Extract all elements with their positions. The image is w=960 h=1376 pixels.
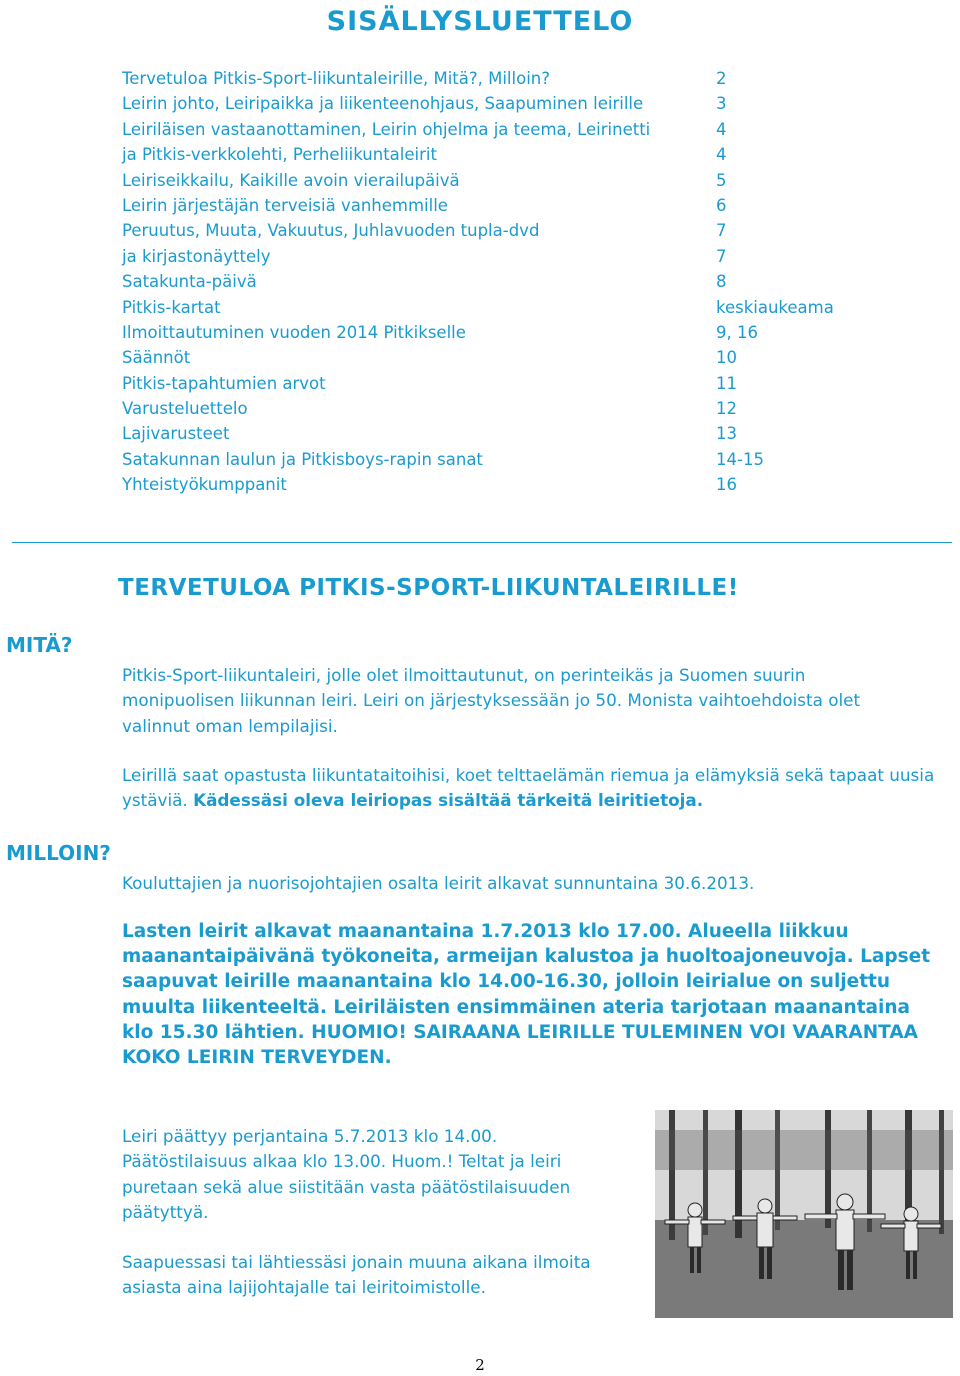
toc-label: Leiriläisen vastaanottaminen, Leirin ohjelma ja teema, Leirinetti: [122, 119, 651, 139]
mita-label: MITÄ?: [6, 633, 73, 657]
toc-row: [122, 320, 922, 345]
mita-paragraph-1: Pitkis-Sport-liikuntaleiri, jolle olet ilmoittautunut, on perinteikäs ja Suomen suurin monipuolisen liikunnan leiri. Leiri on järjestyksessään jo 50. Monista vaihtoehdoista olet valinnut oman lempilajisi.: [122, 665, 861, 736]
mita-paragraph-2: [122, 763, 958, 814]
toc-label: Säännöt: [122, 348, 191, 368]
toc-page: 9, 16: [716, 322, 758, 342]
toc-page: 5: [716, 170, 727, 190]
page-title: SISÄLLYSLUETTELO: [326, 6, 634, 37]
toc-label: Lajivarusteet: [122, 424, 230, 444]
mita-paragraph-2-bold: Kädessäsi oleva leiriopas sisältää tärkeitä leiritietoja.: [193, 790, 704, 811]
toc-page: 12: [716, 399, 737, 419]
toc-label: Leiriseikkailu, Kaikille avoin vierailupäivä: [122, 170, 460, 190]
toc-page: 10: [716, 348, 737, 368]
toc-row: [122, 66, 922, 91]
toc-label: Ilmoittautuminen vuoden 2014 Pitkikselle: [122, 322, 466, 342]
toc-page: 8: [716, 272, 727, 292]
toc-row: [122, 345, 922, 370]
toc-row: [122, 295, 922, 320]
table-of-contents: [122, 66, 922, 498]
milloin-paragraph-3: Leiri päättyy perjantaina 5.7.2013 klo 14.00. Päätöstilaisuus alkaa klo 13.00. Huom.! Teltat ja leiri puretaan sekä alue siistitään vasta päätöstilaisuuden päätyttyä.: [122, 1126, 571, 1223]
toc-label: Pitkis-kartat: [122, 297, 221, 317]
camp-exercise-photo: [655, 1110, 953, 1318]
toc-row: [122, 117, 922, 142]
toc-label: Leirin järjestäjän terveisiä vanhemmille: [122, 195, 448, 215]
toc-page: 7: [716, 246, 727, 266]
milloin-label: MILLOIN?: [6, 841, 111, 865]
milloin-paragraph-2: Lasten leirit alkavat maanantaina 1.7.2013 klo 17.00. Alueella liikkuu maanantaipäivänä työkoneita, armeijan kalustoa ja huoltoajoneuvoja. Lapset saapuvat leirille maanantaina klo 14.00-16.30, jolloin leirialue on suljettu muulta liikenteeltä. Leiriläisten ensimmäinen ateria tarjotaan maanantaina klo 15.30 lähtien. HUOMIO! SAIRAANA LEIRILLE TULEMINEN VOI VAARANTAA KOKO LEIRIN TERVEYDEN.: [122, 921, 931, 1069]
toc-page: 3: [716, 94, 727, 114]
toc-row: [122, 244, 922, 269]
toc-row: [122, 142, 922, 167]
toc-label: Pitkis-tapahtumien arvot: [122, 373, 326, 393]
toc-page: keskiaukeama: [716, 297, 834, 317]
toc-page: 4: [716, 145, 727, 165]
toc-row: [122, 218, 922, 243]
divider: [12, 542, 952, 543]
photo-illustration: [655, 1110, 953, 1318]
welcome-heading: TERVETULOA PITKIS-SPORT-LIIKUNTALEIRILLE!: [118, 575, 739, 601]
toc-row: [122, 447, 922, 472]
toc-row: [122, 396, 922, 421]
toc-label: Peruutus, Muuta, Vakuutus, Juhlavuoden tupla-dvd: [122, 221, 540, 241]
toc-label: Varusteluettelo: [122, 399, 248, 419]
toc-row: [122, 91, 922, 116]
toc-label: ja Pitkis-verkkolehti, Perheliikuntaleirit: [122, 145, 437, 165]
toc-page: 13: [716, 424, 737, 444]
toc-row: [122, 472, 922, 497]
toc-row: [122, 269, 922, 294]
toc-page: 16: [716, 475, 737, 495]
toc-label: Satakunnan laulun ja Pitkisboys-rapin sanat: [122, 449, 483, 469]
toc-page: 6: [716, 195, 727, 215]
toc-page: 11: [716, 373, 737, 393]
toc-label: Tervetuloa Pitkis-Sport-liikuntaleirille, Mitä?, Milloin?: [122, 69, 550, 88]
milloin-paragraph-1: Kouluttajien ja nuorisojohtajien osalta leirit alkavat sunnuntaina 30.6.2013.: [122, 873, 755, 893]
toc-label: Satakunta-päivä: [122, 272, 257, 292]
toc-row: [122, 371, 922, 396]
toc-row: [122, 168, 922, 193]
mita-paragraph-2-text: Leirillä saat opastusta liikuntataitoihisi, koet telttaelämän riemua ja elämyksiä sekä tapaat uusia ystäviä.: [122, 765, 935, 811]
toc-label: Leirin johto, Leiripaikka ja liikenteenohjaus, Saapuminen leirille: [122, 94, 644, 114]
toc-page: 4: [716, 119, 727, 139]
toc-page: 7: [716, 221, 727, 241]
toc-row: [122, 421, 922, 446]
toc-label: ja kirjastonäyttely: [122, 246, 271, 266]
toc-page: 2: [716, 69, 727, 88]
toc-row: [122, 193, 922, 218]
page-number: 2: [475, 1356, 485, 1374]
milloin-paragraph-4: Saapuessasi tai lähtiessäsi jonain muuna aikana ilmoita asiasta aina lajijohtajalle tai leiritoimistolle.: [122, 1252, 591, 1298]
toc-label: Yhteistyökumppanit: [122, 475, 287, 495]
toc-page: 14-15: [716, 449, 764, 469]
